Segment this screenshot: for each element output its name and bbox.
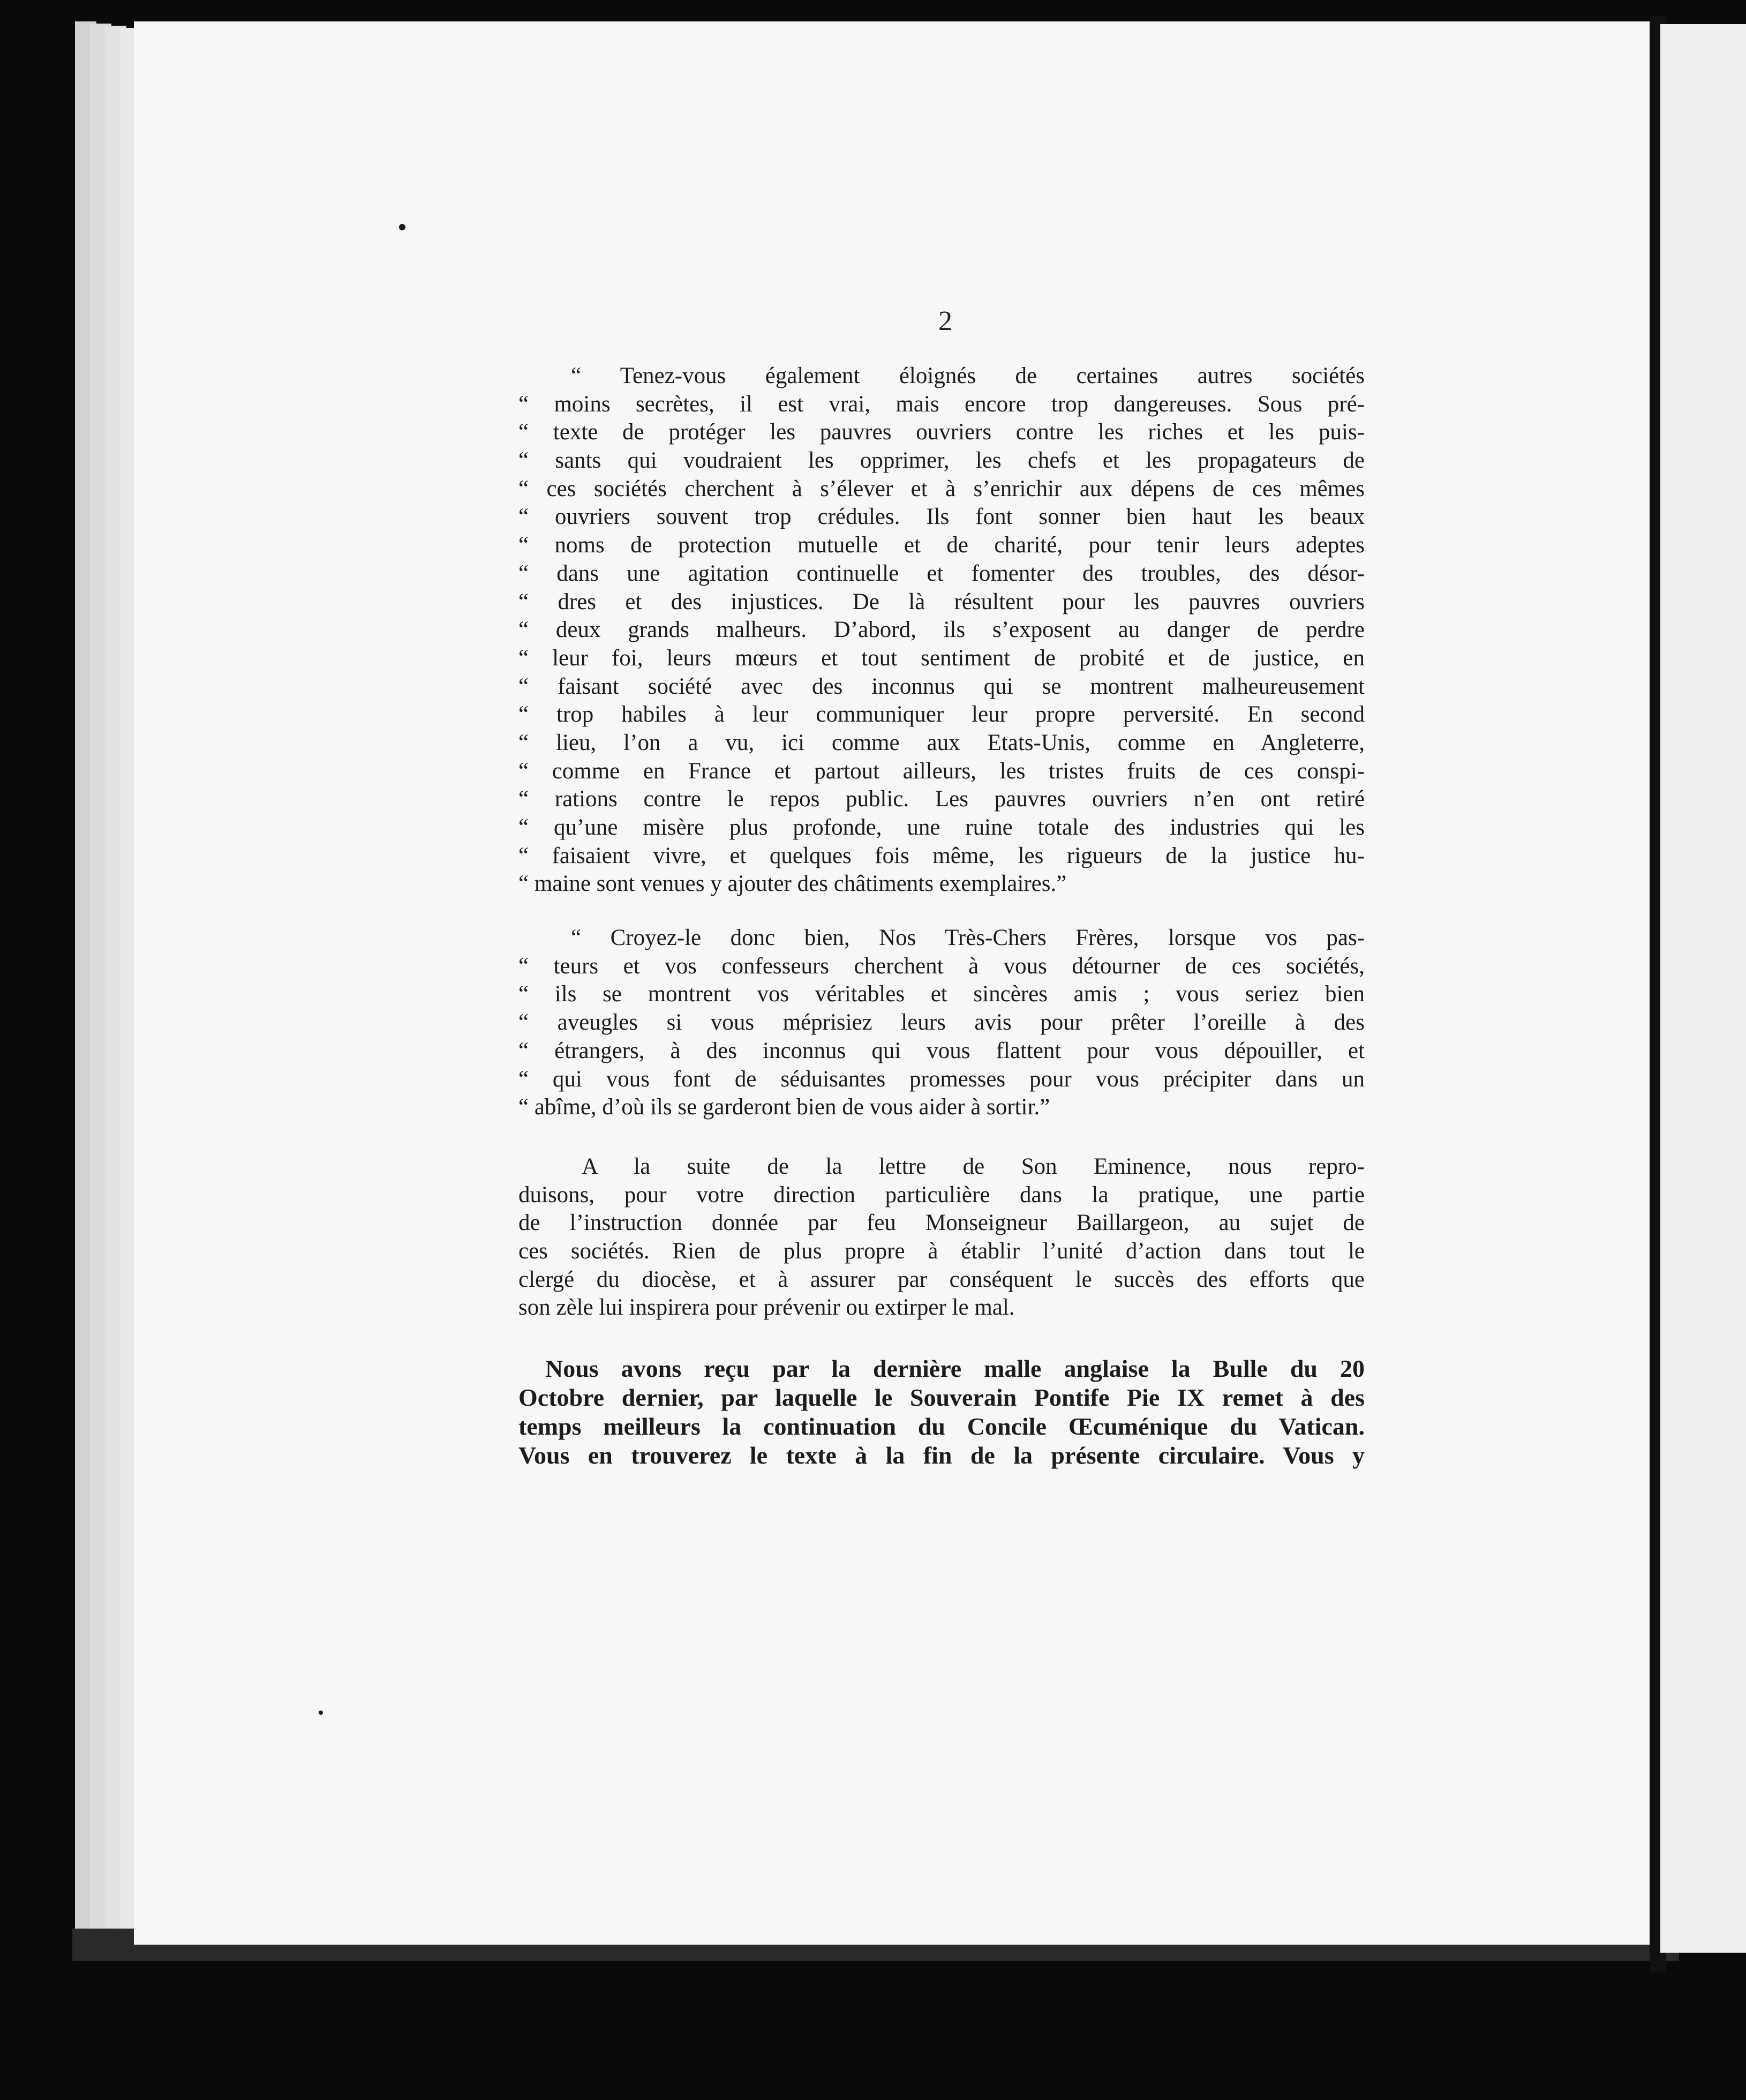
- text-line: “ moins secrètes, il est vrai, mais encore trop dangereuses. Sous pré-: [518, 391, 1365, 417]
- text-line: Octobre dernier, par laquelle le Souverain Pontife Pie IX remet à des: [518, 1384, 1365, 1411]
- text-line: “ ces sociétés cherchent à s’élever et à s’enrichir aux dépens de ces mêmes: [518, 476, 1365, 501]
- text-line: de l’instruction donnée par feu Monseigneur Baillargeon, au sujet de: [518, 1210, 1365, 1236]
- text-line: “ comme en France et partout ailleurs, les tristes fruits de ces conspi-: [518, 758, 1365, 784]
- text-line: “ ouvriers souvent trop crédules. Ils font sonner bien haut les beaux: [518, 504, 1365, 530]
- text-line: “ faisaient vivre, et quelques fois même, les rigueurs de la justice hu-: [518, 843, 1365, 868]
- facing-page-edge: [1660, 24, 1746, 1953]
- text-line: “ étrangers, à des inconnus qui vous flattent pour vous dépouiller, et: [518, 1038, 1365, 1063]
- text-line: “ dres et des injustices. De là résultent pour les pauvres ouvriers: [518, 589, 1365, 614]
- text-line: “ qu’une misère plus profonde, une ruine totale des industries qui les: [518, 815, 1365, 840]
- text-line: “ lieu, l’on a vu, ici comme aux Etats-Unis, comme en Angleterre,: [518, 730, 1365, 755]
- paragraph-quote-1: [518, 362, 1365, 898]
- paragraph-gap: [518, 898, 1365, 924]
- text-line: Nous avons reçu par la dernière malle anglaise la Bulle du 20: [545, 1355, 1365, 1382]
- text-line: “ aveugles si vous méprisiez leurs avis pour prêter l’oreille à des: [518, 1010, 1365, 1036]
- text-line: “ trop habiles à leur communiquer leur propre perversité. En second: [518, 702, 1365, 728]
- text-line: “ leur foi, leurs mœurs et tout sentiment de probité et de justice, en: [518, 645, 1365, 671]
- ink-speck: [319, 1711, 323, 1715]
- text-line: “ qui vous font de séduisantes promesses pour vous précipiter dans un: [518, 1066, 1365, 1092]
- paragraph-gap: [518, 1122, 1365, 1153]
- text-line: “ Croyez-le donc bien, Nos Très-Chers Frères, lorsque vos pas-: [571, 925, 1365, 951]
- paragraph-bulle: [518, 1354, 1365, 1470]
- text-line: clergé du diocèse, et à assurer par conséquent le succès des efforts que: [518, 1266, 1365, 1292]
- text-line: “ dans une agitation continuelle et fomenter des troubles, des désor-: [518, 560, 1365, 586]
- text-line: “ sants qui voudraient les opprimer, les chefs et les propagateurs de: [518, 448, 1365, 474]
- text-line: A la suite de la lettre de Son Eminence, nous repro-: [582, 1153, 1365, 1179]
- ink-speck: [399, 224, 405, 230]
- text-line: ces sociétés. Rien de plus propre à établir l’unité d’action dans tout le: [518, 1238, 1365, 1264]
- text-line: temps meilleurs la continuation du Concile Œcuménique du Vatican.: [518, 1413, 1365, 1440]
- paragraph-commentary: [518, 1153, 1365, 1322]
- text-line: “ deux grands malheurs. D’abord, ils s’exposent au danger de perdre: [518, 617, 1365, 643]
- text-line: “ faisant société avec des inconnus qui se montrent malheureusement: [518, 673, 1365, 699]
- text-line: son zèle lui inspirera pour prévenir ou extirper le mal.: [518, 1295, 1015, 1321]
- text-line: “ ils se montrent vos véritables et sincères amis ; vous seriez bien: [518, 981, 1365, 1007]
- body-text: [518, 362, 1365, 1470]
- paragraph-gap: [518, 1322, 1365, 1354]
- text-line: “ noms de protection mutuelle et de charité, pour tenir leurs adeptes: [518, 532, 1365, 558]
- text-line: duisons, pour votre direction particulière dans la pratique, une partie: [518, 1182, 1365, 1208]
- text-line: “ abîme, d’où ils se garderont bien de vous aider à sortir.”: [518, 1094, 1050, 1120]
- text-line: Vous en trouverez le texte à la fin de la présente circulaire. Vous y: [518, 1442, 1365, 1469]
- text-line: “ rations contre le repos public. Les pauvres ouvriers n’en ont retiré: [518, 786, 1365, 812]
- text-line: “ teurs et vos confesseurs cherchent à vous détourner de ces sociétés,: [518, 953, 1365, 979]
- text-line: “ Tenez-vous également éloignés de certaines autres sociétés: [571, 363, 1365, 388]
- paragraph-quote-2: [518, 924, 1365, 1122]
- text-line: “ maine sont venues y ajouter des châtiments exemplaires.”: [518, 871, 1067, 897]
- text-line: “ texte de protéger les pauvres ouvriers contre les riches et les puis-: [518, 419, 1365, 445]
- page-number: 2: [938, 306, 952, 336]
